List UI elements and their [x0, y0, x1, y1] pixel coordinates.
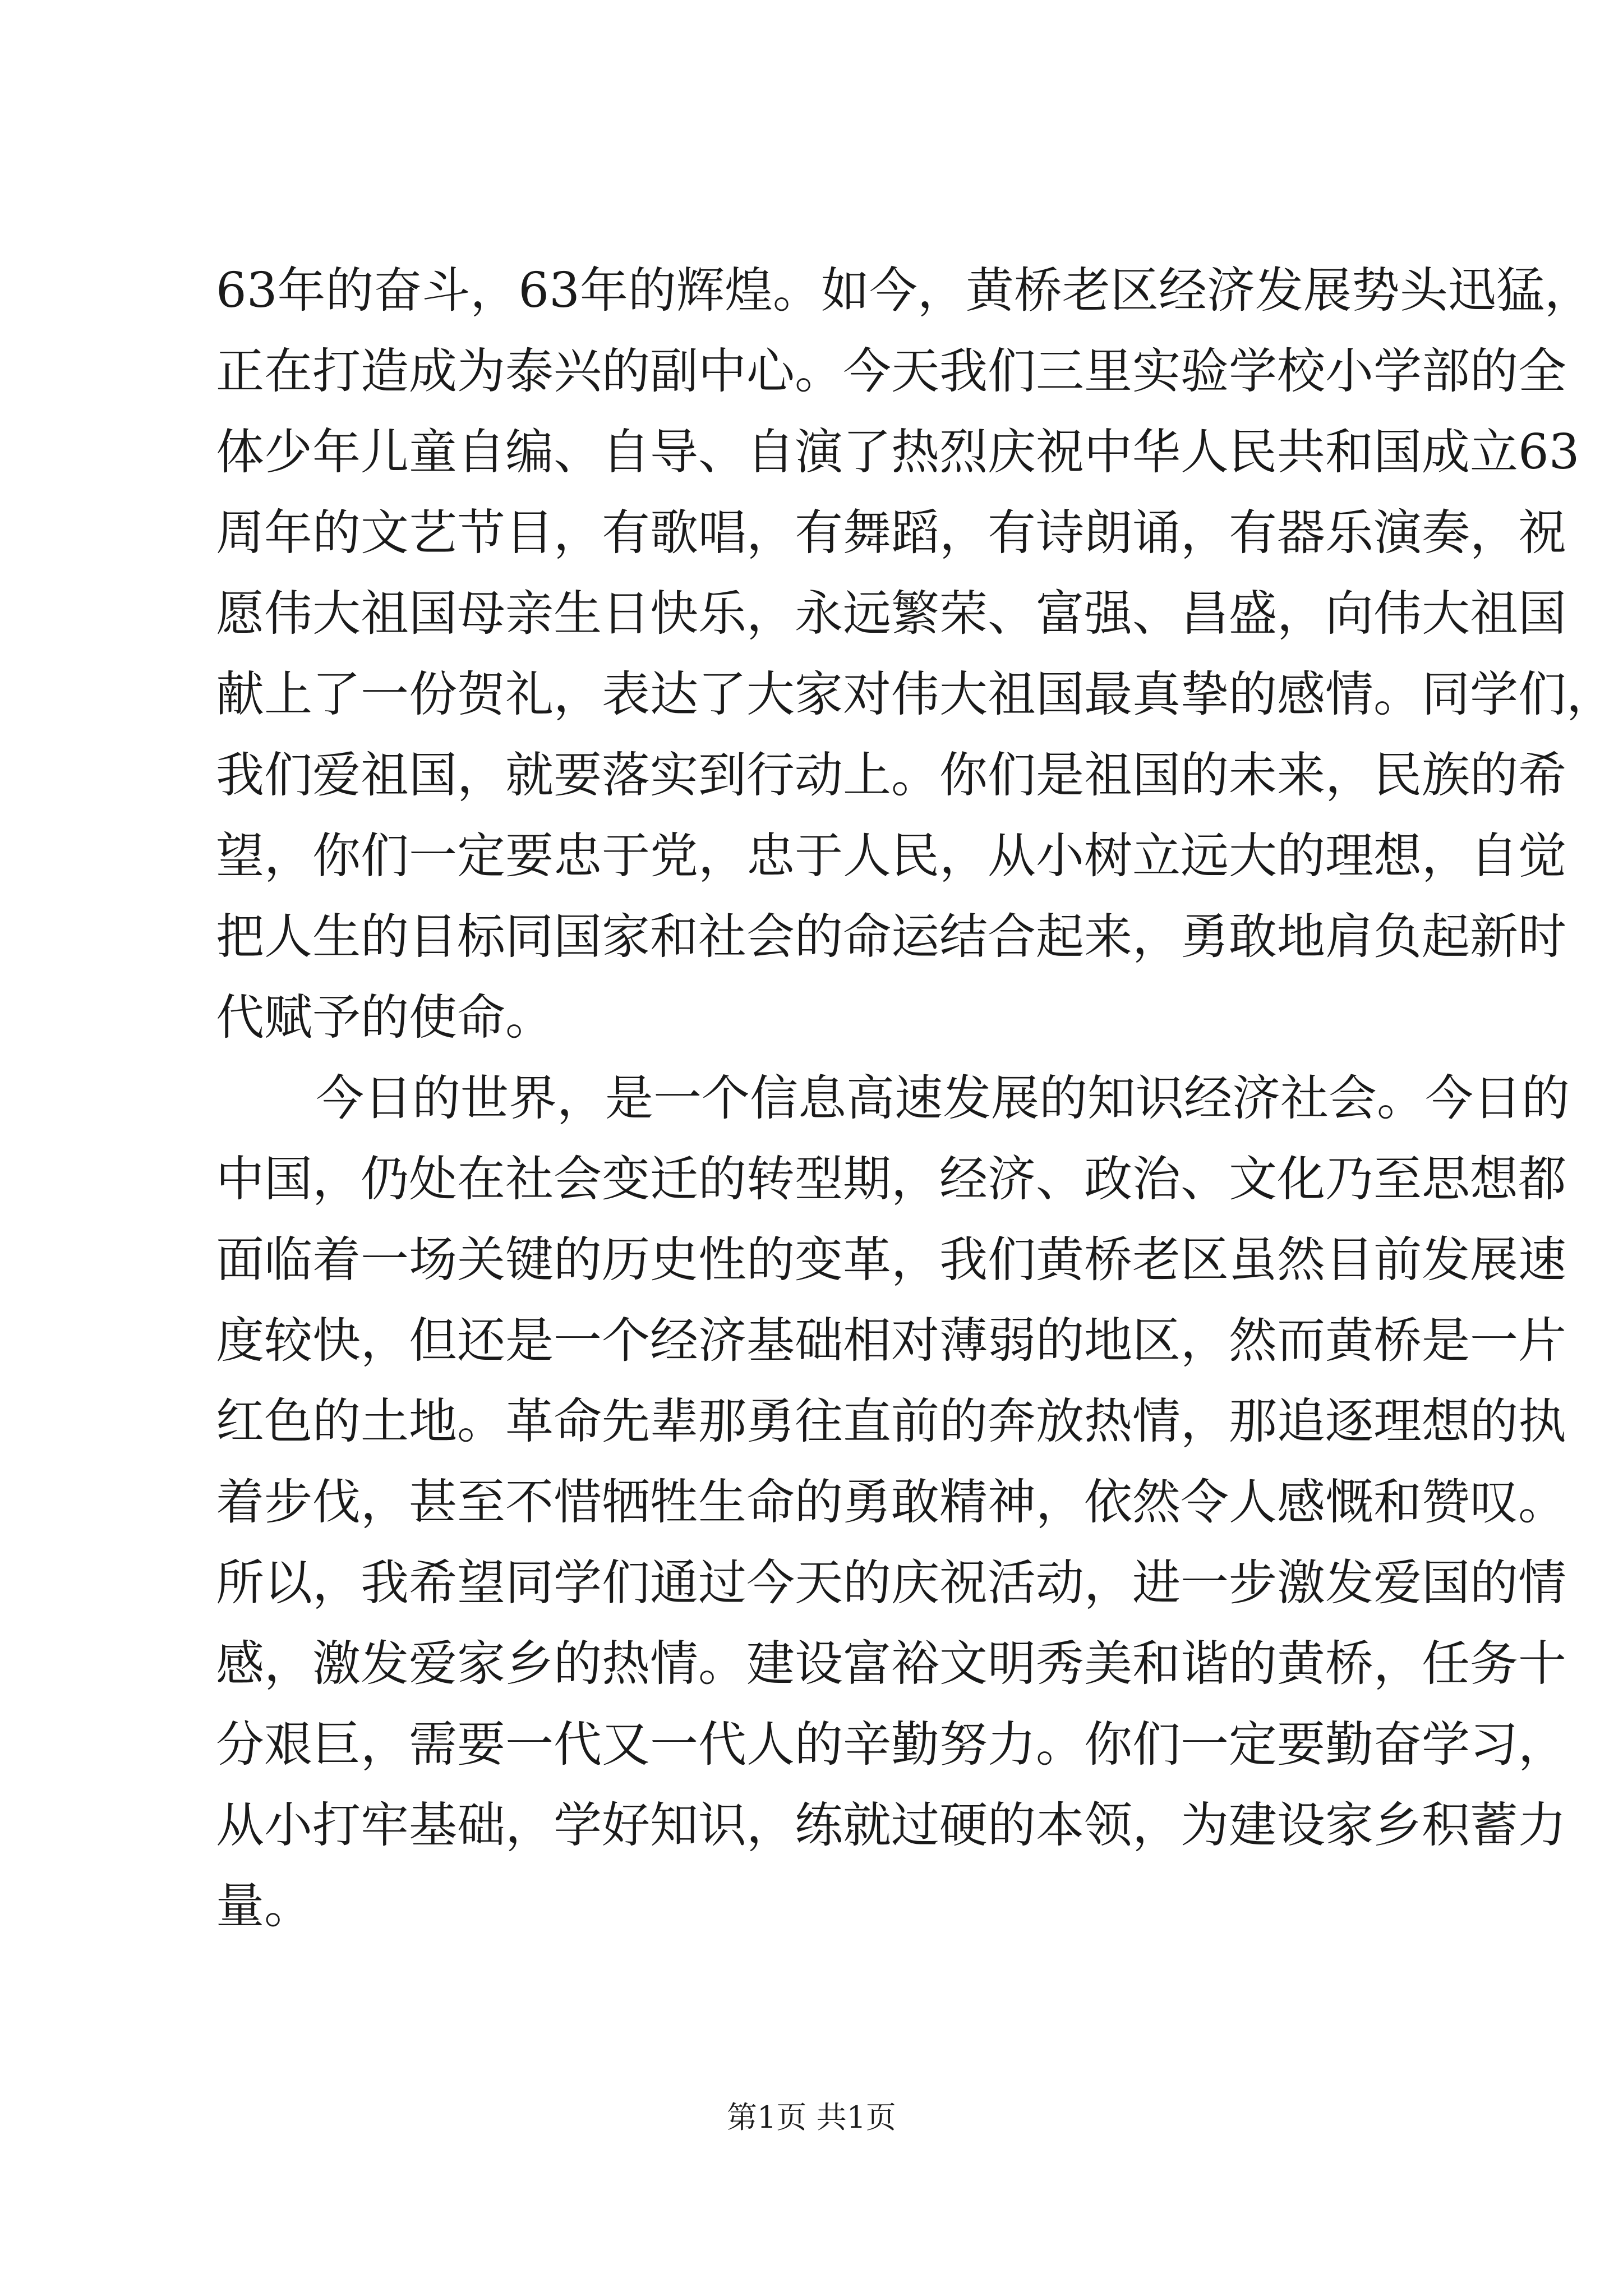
text-line: 献上了一份贺礼，表达了大家对伟大祖国最真挚的感情。同学们，: [216, 666, 1615, 723]
text-line: 今日的世界，是一个信息高速发展的知识经济社会。今日的: [316, 1070, 1570, 1126]
text-line: 分艰巨，需要一代又一代人的辛勤努力。你们一定要勤奋学习，: [216, 1717, 1566, 1773]
text-line: 着步伐，甚至不惜牺牲生命的勇敢精神，依然令人感慨和赞叹。: [216, 1474, 1566, 1530]
text-line: 面临着一场关键的历史性的变革，我们黄桥老区虽然目前发展速: [216, 1232, 1566, 1288]
text-line: 中国，仍处在社会变迁的转型期，经济、政治、文化乃至思想都: [216, 1151, 1566, 1207]
text-line: 望，你们一定要忠于党，忠于人民，从小树立远大的理想，自觉: [216, 828, 1566, 884]
text-line: 所以，我希望同学们通过今天的庆祝活动，进一步激发爱国的情: [216, 1555, 1566, 1611]
text-line: 63年的奋斗，63年的辉煌。如今，黄桥老区经济发展势头迅猛，: [216, 263, 1593, 319]
text-line: 体少年儿童自编、自导、自演了热烈庆祝中华人民共和国成立63: [216, 424, 1580, 480]
text-line: 周年的文艺节目，有歌唱，有舞蹈，有诗朗诵，有器乐演奏，祝: [216, 505, 1566, 561]
text-line: 从小打牢基础，学好知识，练就过硬的本领，为建设家乡积蓄力: [216, 1797, 1566, 1853]
text-line: 我们爱祖国，就要落实到行动上。你们是祖国的未来，民族的希: [216, 747, 1566, 803]
text-line: 代赋予的使命。: [216, 990, 554, 1046]
text-line: 正在打造成为泰兴的副中心。今天我们三里实验学校小学部的全: [216, 343, 1566, 399]
text-line: 把人生的目标同国家和社会的命运结合起来，勇敢地肩负起新时: [216, 909, 1566, 965]
text-line: 感，激发爱家乡的热情。建设富裕文明秀美和谐的黄桥，任务十: [216, 1636, 1566, 1692]
text-line: 度较快，但还是一个经济基础相对薄弱的地区，然而黄桥是一片: [216, 1313, 1566, 1369]
text-line: 红色的土地。革命先辈那勇往直前的奔放热情，那追逐理想的执: [216, 1393, 1566, 1450]
text-line: 愿伟大祖国母亲生日快乐，永远繁荣、富强、昌盛，向伟大祖国: [216, 586, 1566, 642]
page-footer: [0, 2098, 1623, 2137]
page-number-label: 第1页 共1页: [727, 2100, 896, 2135]
text-line: 量。: [216, 1878, 312, 1934]
